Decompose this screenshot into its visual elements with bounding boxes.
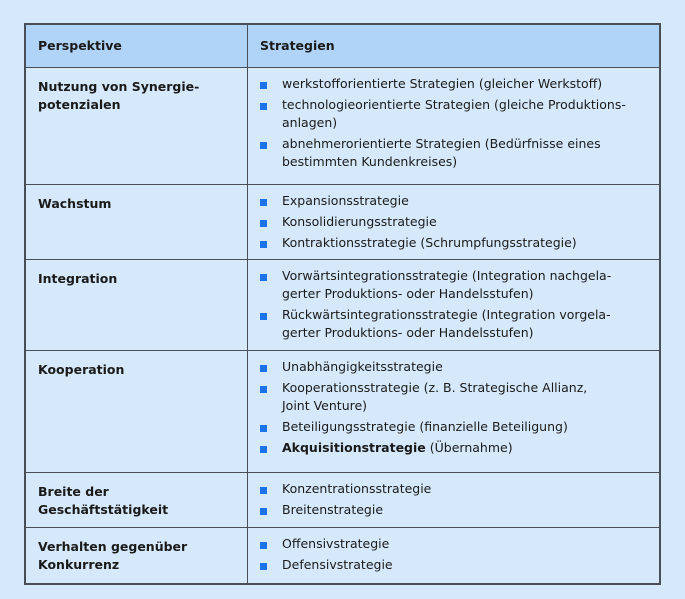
strategy-normal-text: Expansionsstrategie	[282, 193, 409, 208]
square-bullet-icon	[260, 199, 267, 206]
strategies-cell	[248, 260, 659, 350]
strategy-list-item	[260, 96, 647, 132]
strategy-normal-text: Breitenstrategie	[282, 502, 384, 517]
strategy-normal-text: Defensivstrategie	[282, 557, 393, 572]
perspective-cell: Integration	[26, 260, 248, 350]
strategies-cell	[248, 351, 659, 472]
strategy-text	[282, 535, 647, 553]
perspective-cell: Nutzung von Synergie- potenzialen	[26, 68, 248, 184]
strategy-normal-text: Unabhängigkeitsstrategie	[282, 359, 443, 374]
strategy-list-item	[260, 379, 647, 415]
square-bullet-icon	[260, 508, 267, 515]
strategy-text	[282, 379, 647, 415]
table-row	[26, 259, 659, 350]
square-bullet-icon	[260, 274, 267, 281]
strategies-cell	[248, 528, 659, 583]
square-bullet-icon	[260, 487, 267, 494]
table-row	[26, 184, 659, 259]
strategy-list-item	[260, 480, 647, 498]
table-header-row	[26, 25, 659, 67]
strategy-normal-text: Vorwärtsintegrationsstrategie (Integration nachgela- gerter Produktions- oder Handelsstufen)	[282, 268, 612, 301]
square-bullet-icon	[260, 446, 267, 453]
square-bullet-icon	[260, 313, 267, 320]
strategy-normal-text: (Übernahme)	[425, 440, 513, 455]
strategy-normal-text: Konzentrationsstrategie	[282, 481, 432, 496]
strategy-list-item	[260, 267, 647, 303]
table-row	[26, 350, 659, 472]
perspective-cell: Kooperation	[26, 351, 248, 472]
perspective-cell: Breite der Geschäftstätigkeit	[26, 473, 248, 527]
table-row	[26, 67, 659, 184]
strategy-normal-text: technologieorientierte Strategien (gleiche Produktions- anlagen)	[282, 97, 626, 130]
strategy-list-item	[260, 234, 647, 252]
square-bullet-icon	[260, 425, 267, 432]
strategy-normal-text: Rückwärtsintegrationsstrategie (Integration vorgela- gerter Produktions- oder Handelsstufen)	[282, 307, 611, 340]
strategy-text	[282, 501, 647, 519]
strategy-list-item	[260, 192, 647, 210]
strategy-text	[282, 213, 647, 231]
strategy-list-item	[260, 535, 647, 553]
strategy-text	[282, 234, 647, 252]
strategy-normal-text: Konsolidierungsstrategie	[282, 214, 437, 229]
square-bullet-icon	[260, 82, 267, 89]
strategy-list-item	[260, 135, 647, 171]
strategy-list-item	[260, 75, 647, 93]
perspective-cell: Wachstum	[26, 185, 248, 259]
strategy-text	[282, 480, 647, 498]
strategy-normal-text: werkstofforientierte Strategien (gleicher Werkstoff)	[282, 76, 603, 91]
square-bullet-icon	[260, 563, 267, 570]
strategy-text	[282, 96, 647, 132]
strategies-cell	[248, 68, 659, 184]
strategy-list-item	[260, 306, 647, 342]
strategies-cell	[248, 473, 659, 527]
square-bullet-icon	[260, 220, 267, 227]
strategy-normal-text: Kooperationsstrategie (z. B. Strategische Allianz, Joint Venture)	[282, 380, 588, 413]
strategy-text	[282, 358, 647, 376]
strategy-list-item	[260, 501, 647, 519]
strategy-text	[282, 556, 647, 574]
header-perspective: Perspektive	[26, 25, 248, 67]
square-bullet-icon	[260, 142, 267, 149]
strategy-list-item	[260, 358, 647, 376]
square-bullet-icon	[260, 542, 267, 549]
strategy-bold-text: Akquisitionstrategie	[282, 440, 426, 455]
strategy-list-item	[260, 213, 647, 231]
strategy-text	[282, 192, 647, 210]
strategy-text	[282, 418, 647, 436]
strategy-text	[282, 75, 647, 93]
strategy-list-item	[260, 418, 647, 436]
table-row	[26, 527, 659, 583]
header-strategies: Strategien	[260, 38, 335, 53]
strategy-table	[24, 23, 661, 585]
strategy-text	[282, 306, 647, 342]
strategies-cell	[248, 185, 659, 259]
strategy-normal-text: Kontraktionsstrategie (Schrumpfungsstrategie)	[282, 235, 577, 250]
strategy-normal-text: Beteiligungsstrategie (finanzielle Beteiligung)	[282, 419, 568, 434]
strategy-text	[282, 439, 647, 457]
strategy-normal-text: abnehmerorientierte Strategien (Bedürfnisse eines bestimmten Kundenkreises)	[282, 136, 601, 169]
strategy-text	[282, 135, 647, 171]
strategy-list-item	[260, 556, 647, 574]
square-bullet-icon	[260, 241, 267, 248]
strategy-list-item	[260, 439, 647, 457]
square-bullet-icon	[260, 386, 267, 393]
table-row	[26, 472, 659, 527]
strategy-normal-text: Offensivstrategie	[282, 536, 390, 551]
square-bullet-icon	[260, 365, 267, 372]
strategy-text	[282, 267, 647, 303]
square-bullet-icon	[260, 103, 267, 110]
perspective-cell: Verhalten gegenüber Konkurrenz	[26, 528, 248, 583]
